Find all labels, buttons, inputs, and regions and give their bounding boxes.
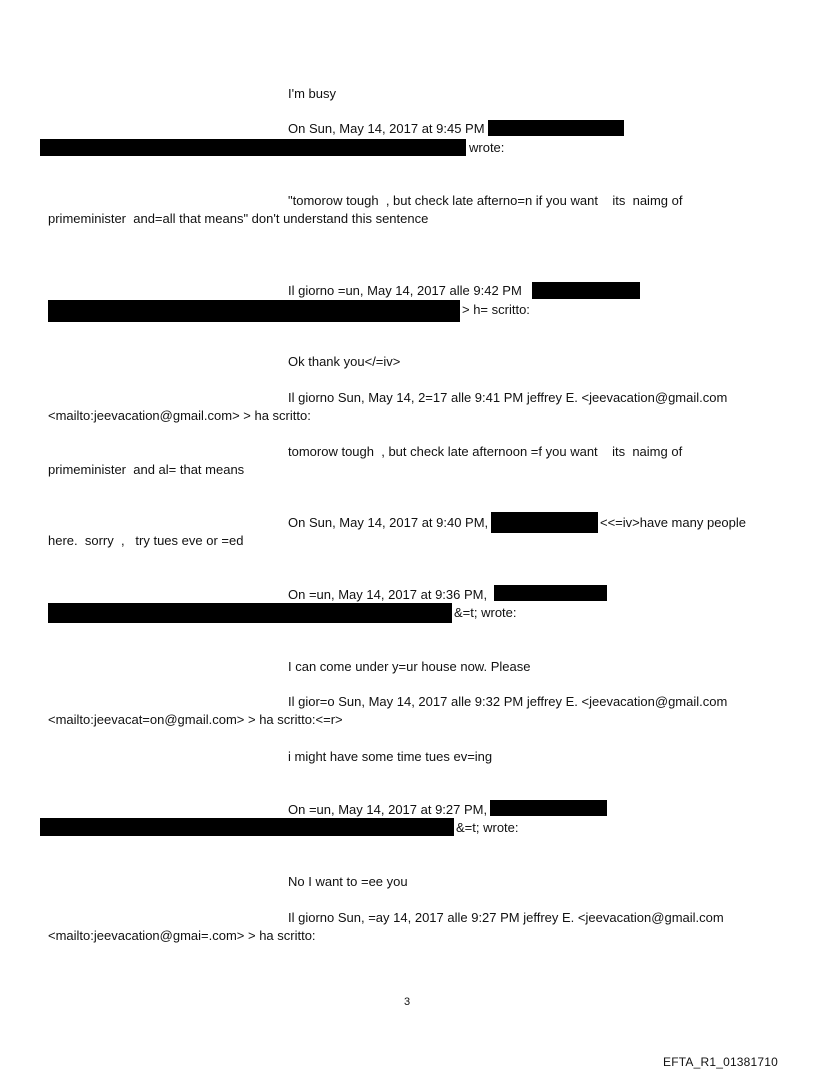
- message-text: Ok thank you</=iv>: [288, 354, 401, 369]
- message-text: i might have some time tues ev=ing: [288, 749, 493, 764]
- message-text: primeminister and=all that means" don't understand this sentence: [48, 211, 429, 226]
- quote-header: Il gior=o Sun, May 14, 2017 alle 9:32 PM jeffrey E. <jeevacation@gmail.com: [288, 694, 728, 709]
- quote-header: On Sun, May 14, 2017 at 9:40 PM,: [288, 515, 489, 530]
- quote-header: Il giorno =un, May 14, 2017 alle 9:42 PM: [288, 283, 522, 298]
- quote-header: <mailto:jeevacation@gmai=.com> > ha scritto:: [48, 928, 316, 943]
- quote-header: On =un, May 14, 2017 at 9:36 PM,: [288, 587, 488, 602]
- redaction-box: [532, 282, 640, 299]
- quote-header: <mailto:jeevacat=on@gmail.com> > ha scritto:<=r>: [48, 712, 343, 727]
- message-text: No I want to =ee you: [288, 874, 408, 889]
- document-id: EFTA_R1_01381710: [663, 1055, 779, 1069]
- redaction-box: [491, 512, 598, 533]
- quote-header: On =un, May 14, 2017 at 9:27 PM,: [288, 802, 488, 817]
- quote-header: Il giorno Sun, May 14, 2=17 alle 9:41 PM jeffrey E. <jeevacation@gmail.com: [288, 390, 728, 405]
- quote-header: Il giorno Sun, =ay 14, 2017 alle 9:27 PM jeffrey E. <jeevacation@gmail.com: [288, 910, 724, 925]
- redaction-box: [490, 800, 607, 816]
- quote-wrote-label: wrote:: [469, 140, 505, 155]
- quote-wrote-label: &=t; wrote:: [456, 820, 519, 835]
- message-text: I can come under y=ur house now. Please: [288, 659, 531, 674]
- quote-wrote-label: > h= scritto:: [462, 302, 530, 317]
- redaction-box: [48, 300, 460, 322]
- message-text: here. sorry , try tues eve or =ed: [48, 533, 244, 548]
- quote-header: On Sun, May 14, 2017 at 9:45 PM: [288, 121, 485, 136]
- redaction-box: [40, 818, 454, 836]
- quote-wrote-label: &=t; wrote:: [454, 605, 517, 620]
- message-text: primeminister and al= that means: [48, 462, 245, 477]
- message-text: <<=iv>have many people: [600, 515, 746, 530]
- redaction-box: [494, 585, 607, 601]
- message-text: "tomorow tough , but check late afterno=n if you want its naimg of: [288, 193, 683, 208]
- reply-text: I'm busy: [288, 86, 336, 101]
- redaction-box: [40, 139, 466, 156]
- message-text: tomorow tough , but check late afternoon =f you want its naimg of: [288, 444, 683, 459]
- redaction-box: [48, 603, 452, 623]
- quote-header: <mailto:jeevacation@gmail.com> > ha scritto:: [48, 408, 311, 423]
- redaction-box: [488, 120, 624, 136]
- page-number: 3: [404, 996, 411, 1008]
